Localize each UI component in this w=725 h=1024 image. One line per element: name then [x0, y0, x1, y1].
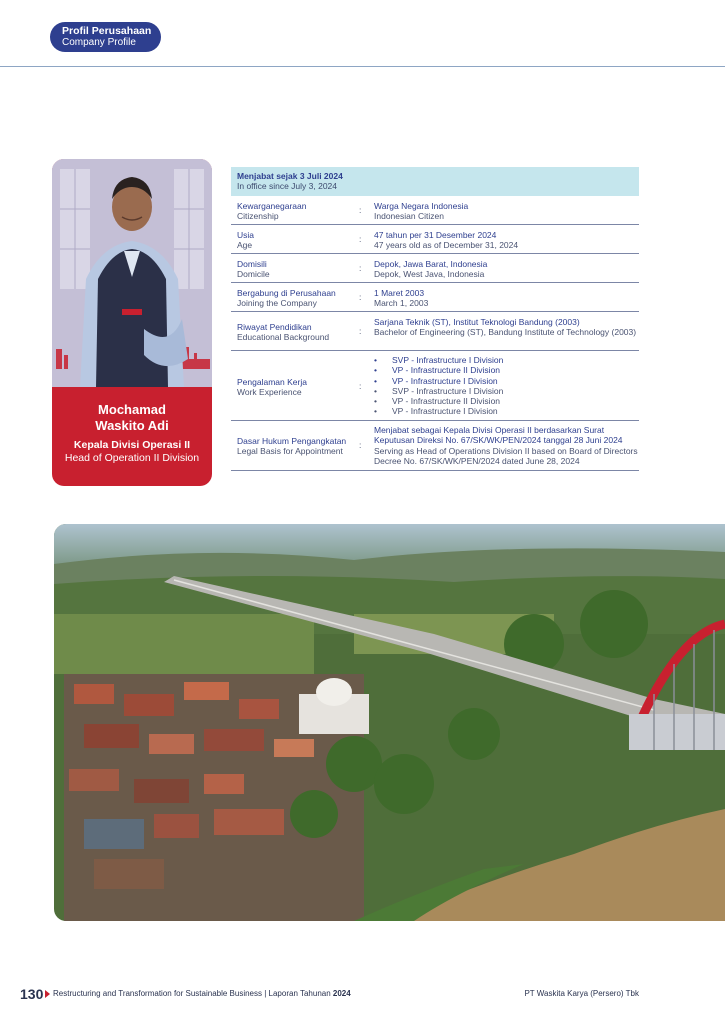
label-id: Dasar Hukum Pengangkatan	[237, 436, 347, 446]
row-colon: :	[359, 263, 362, 273]
value-id: Warga Negara Indonesia	[374, 201, 469, 211]
separator: |	[262, 989, 269, 998]
list-item: • SVP - Infrastructure I Division	[374, 386, 639, 396]
table-header	[231, 167, 639, 196]
label-id: Riwayat Pendidikan	[237, 322, 312, 332]
section-title-id: Profil Perusahaan	[62, 25, 152, 37]
row-colon: :	[359, 205, 362, 215]
row-colon: :	[359, 381, 362, 391]
label-en: Educational Background	[237, 332, 330, 342]
row-label	[237, 436, 363, 456]
profile-info-table	[231, 167, 639, 471]
list-item: • VP - Infrastructure I Division	[374, 406, 639, 416]
portrait-photo	[52, 159, 212, 387]
position-title-en: Head of Operation II Division	[64, 452, 200, 464]
row-value	[374, 355, 639, 417]
value-en: March 1, 2003	[374, 298, 429, 309]
label-en: Legal Basis for Appointment	[237, 446, 343, 456]
triangle-marker-icon	[45, 990, 50, 998]
header-divider	[0, 66, 725, 67]
row-value	[374, 317, 639, 338]
footer-theme	[53, 989, 351, 998]
value-en: Serving as Head of Operations Division II based on Board of Directors Decree No. 67/SK/WK/PEN/2024 dated June 28, 2024	[374, 445, 638, 466]
row-colon: :	[359, 326, 362, 336]
label-id: Pengalaman Kerja	[237, 377, 307, 387]
row-label	[237, 230, 363, 250]
row-colon: :	[359, 440, 362, 450]
row-value	[374, 425, 639, 466]
label-id: Bergabung di Perusahaan	[237, 288, 336, 298]
toll-road-aerial-photo	[54, 524, 725, 921]
label-id: Kewarganegaraan	[237, 201, 307, 211]
report-year: 2024	[332, 989, 351, 998]
table-row-education	[231, 312, 639, 351]
value-id: 1 Maret 2003	[374, 288, 425, 298]
page-number: 130	[20, 986, 44, 1002]
row-value	[374, 259, 639, 280]
row-label	[237, 377, 363, 397]
table-row-domicile	[231, 254, 639, 283]
value-en: 47 years old as of December 31, 2024	[374, 240, 519, 251]
table-row-citizenship	[231, 196, 639, 225]
profile-card	[52, 159, 212, 486]
row-label	[237, 322, 363, 342]
person-name-line1: Mochamad	[98, 402, 166, 417]
row-label	[237, 259, 363, 279]
value-id: Menjabat sebagai Kepala Divisi Operasi II berdasarkan Surat Keputusan Direksi No. 67/SK/WK/PEN/2024 tanggal 28 Juni 2024	[374, 425, 623, 446]
value-id: 47 tahun per 31 Desember 2024	[374, 230, 497, 240]
row-colon: :	[359, 234, 362, 244]
table-row-work-experience	[231, 351, 639, 421]
person-name	[52, 402, 212, 434]
list-item: • SVP - Infrastructure I Division	[374, 355, 639, 365]
row-label	[237, 201, 363, 221]
list-item: • VP - Infrastructure II Division	[374, 396, 639, 406]
row-label	[237, 288, 363, 308]
report-label: Laporan Tahunan	[268, 989, 333, 998]
row-colon: :	[359, 292, 362, 302]
list-item: • VP - Infrastructure I Division	[374, 376, 639, 386]
theme-text: Restructuring and Transformation for Sustainable Business	[53, 989, 262, 998]
experience-list	[374, 355, 639, 417]
table-row-legal-basis	[231, 421, 639, 471]
term-start-en: In office since July 3, 2024	[237, 181, 338, 191]
page-footer	[20, 988, 705, 1002]
value-en: Depok, West Java, Indonesia	[374, 269, 485, 280]
label-id: Domisili	[237, 259, 267, 269]
label-id: Usia	[237, 230, 255, 240]
position-title-id: Kepala Divisi Operasi II	[73, 439, 191, 451]
label-en: Joining the Company	[237, 298, 317, 308]
label-en: Age	[237, 240, 253, 250]
table-row-age	[231, 225, 639, 254]
label-en: Domicile	[237, 269, 270, 279]
section-title-en: Company Profile	[62, 37, 136, 48]
company-name: PT Waskita Karya (Persero) Tbk	[524, 989, 639, 998]
table-row-joining	[231, 283, 639, 312]
row-value	[374, 230, 639, 251]
label-en: Citizenship	[237, 211, 279, 221]
row-value	[374, 201, 639, 222]
value-en: Indonesian Citizen	[374, 211, 444, 222]
label-en: Work Experience	[237, 387, 302, 397]
value-en: Bachelor of Engineering (ST), Bandung Institute of Technology (2003)	[374, 327, 637, 338]
term-start-id: Menjabat sejak 3 Juli 2024	[237, 171, 343, 181]
list-item: • VP - Infrastructure II Division	[374, 365, 639, 375]
section-badge	[50, 22, 161, 52]
value-id: Depok, Jawa Barat, Indonesia	[374, 259, 488, 269]
row-value	[374, 288, 639, 309]
value-id: Sarjana Teknik (ST), Institut Teknologi Bandung (2003)	[374, 317, 580, 327]
person-name-line2: Waskito Adi	[95, 418, 169, 433]
